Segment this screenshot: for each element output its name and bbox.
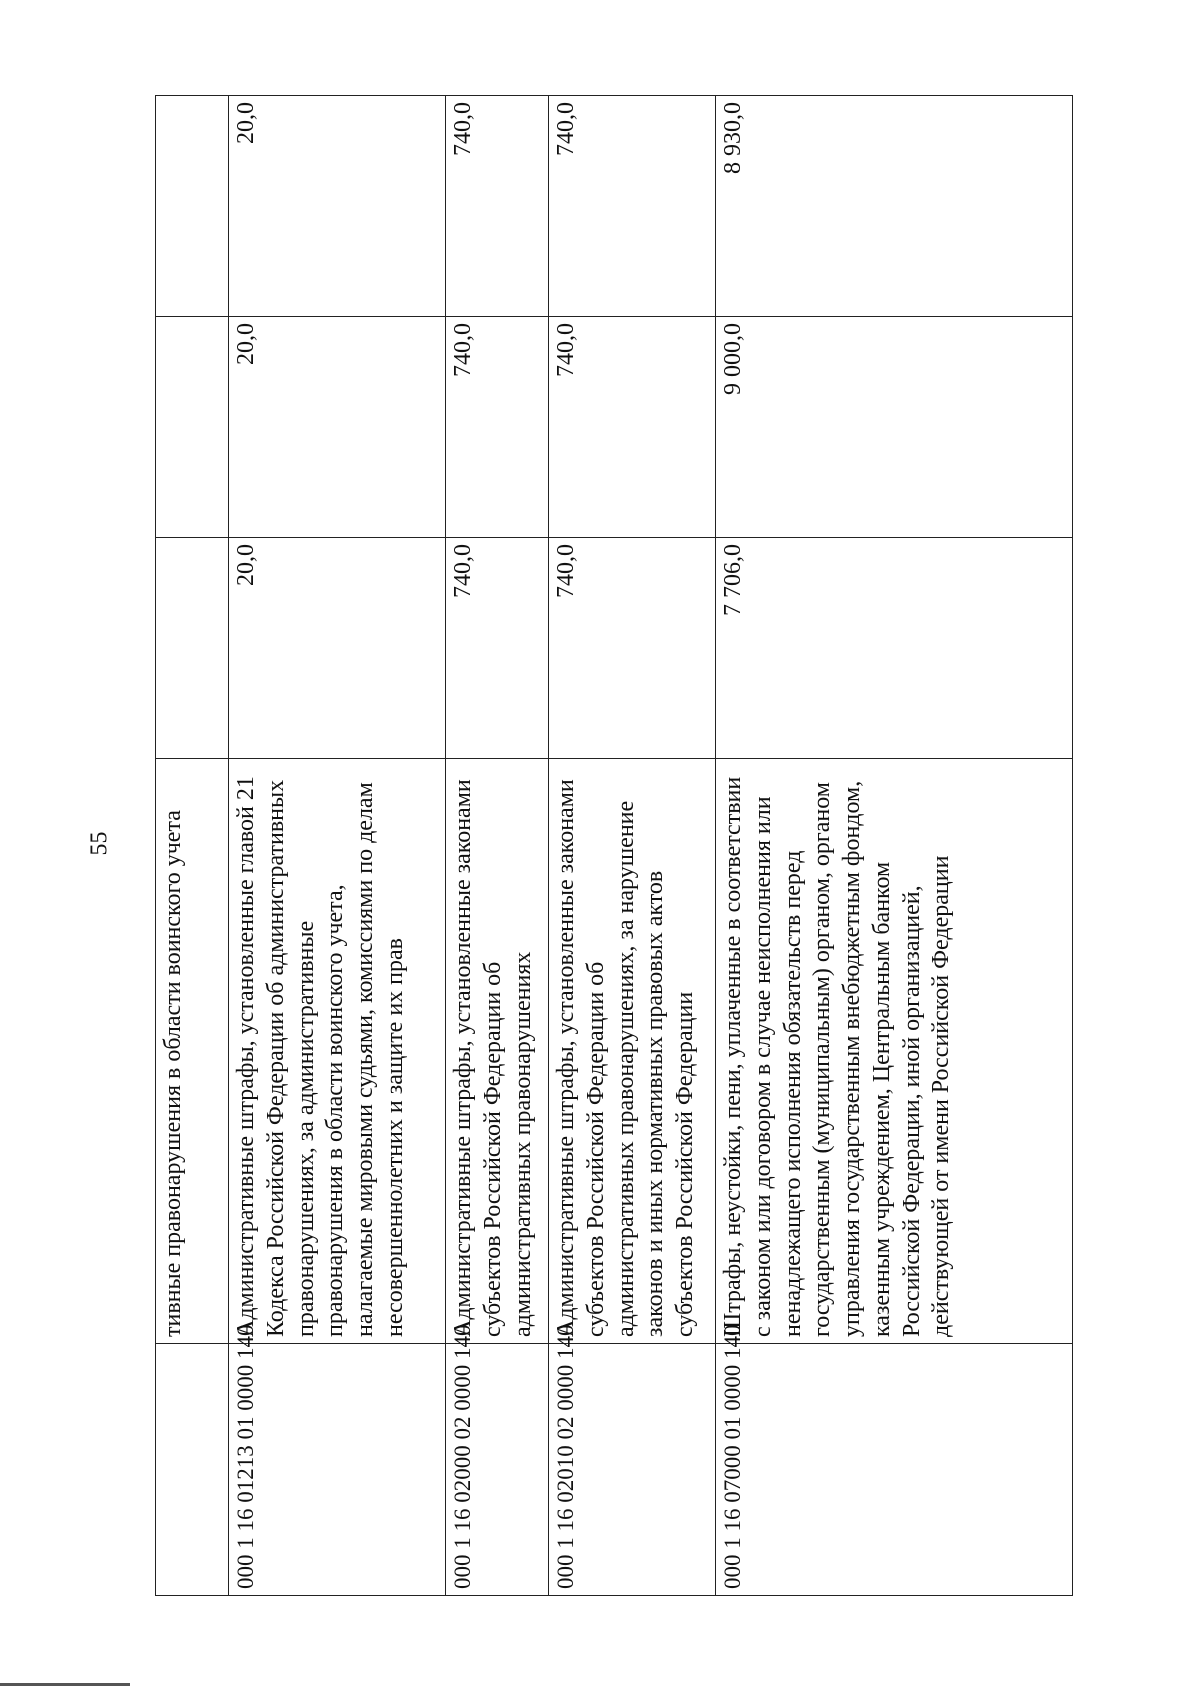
- table-row: [716, 96, 1073, 1596]
- page-number: 55: [86, 831, 113, 856]
- amount-year-3-cell: [156, 96, 229, 317]
- classification-code-cell: 000 1 16 02000 02 0000 140: [446, 1344, 549, 1596]
- table-row: [446, 96, 549, 1596]
- amount-year-3-cell: 740,0: [549, 96, 716, 317]
- revenue-name-cell: тивные правонарушения в области воинского учета: [156, 759, 229, 1344]
- revenue-name-cell: Административные штрафы, установленные законами субъектов Российской Федерации об административных правонарушениях, за нарушение законов и иных нормативных правовых актов субъектов Российской Федерации: [549, 759, 716, 1344]
- revenue-name-cell: Административные штрафы, установленные законами субъектов Российской Федерации об административных правонарушениях: [446, 759, 549, 1344]
- budget-revenue-table: [155, 95, 1073, 1596]
- table-row: [549, 96, 716, 1596]
- amount-year-1-cell: 7 706,0: [716, 538, 1073, 759]
- classification-code-cell: 000 1 16 01213 01 0000 140: [229, 1344, 446, 1596]
- classification-code-cell: [156, 1344, 229, 1596]
- revenue-name-cell: Административные штрафы, установленные главой 21 Кодекса Российской Федерации об административных правонарушениях, за административные правонарушения в области воинского учета, налагаемые мировыми судьями, комиссиями по делам несовершеннолетних и защите их прав: [229, 759, 446, 1344]
- amount-year-3-cell: 20,0: [229, 96, 446, 317]
- amount-year-2-cell: 20,0: [229, 317, 446, 538]
- table-row: [156, 96, 229, 1596]
- amount-year-1-cell: 20,0: [229, 538, 446, 759]
- budget-table-container: [155, 96, 1045, 1596]
- revenue-name-cell: Штрафы, неустойки, пени, уплаченные в соответствии с законом или договором в случае неисполнения или ненадлежащего исполнения обязательств перед государственным (муниципальным) органом, органом управления государственным внебюджетным фондом, казенным учреждением, Центральным банком Российской Федерации, иной организацией, действующей от имени Российской Федерации: [716, 759, 1073, 1344]
- classification-code-cell: 000 1 16 02010 02 0000 140: [549, 1344, 716, 1596]
- scan-edge-mark: [0, 1683, 130, 1686]
- amount-year-1-cell: 740,0: [446, 538, 549, 759]
- amount-year-1-cell: 740,0: [549, 538, 716, 759]
- amount-year-3-cell: 8 930,0: [716, 96, 1073, 317]
- amount-year-2-cell: 740,0: [549, 317, 716, 538]
- amount-year-2-cell: [156, 317, 229, 538]
- amount-year-3-cell: 740,0: [446, 96, 549, 317]
- amount-year-1-cell: [156, 538, 229, 759]
- amount-year-2-cell: 740,0: [446, 317, 549, 538]
- table-row: [229, 96, 446, 1596]
- classification-code-cell: 000 1 16 07000 01 0000 140: [716, 1344, 1073, 1596]
- amount-year-2-cell: 9 000,0: [716, 317, 1073, 538]
